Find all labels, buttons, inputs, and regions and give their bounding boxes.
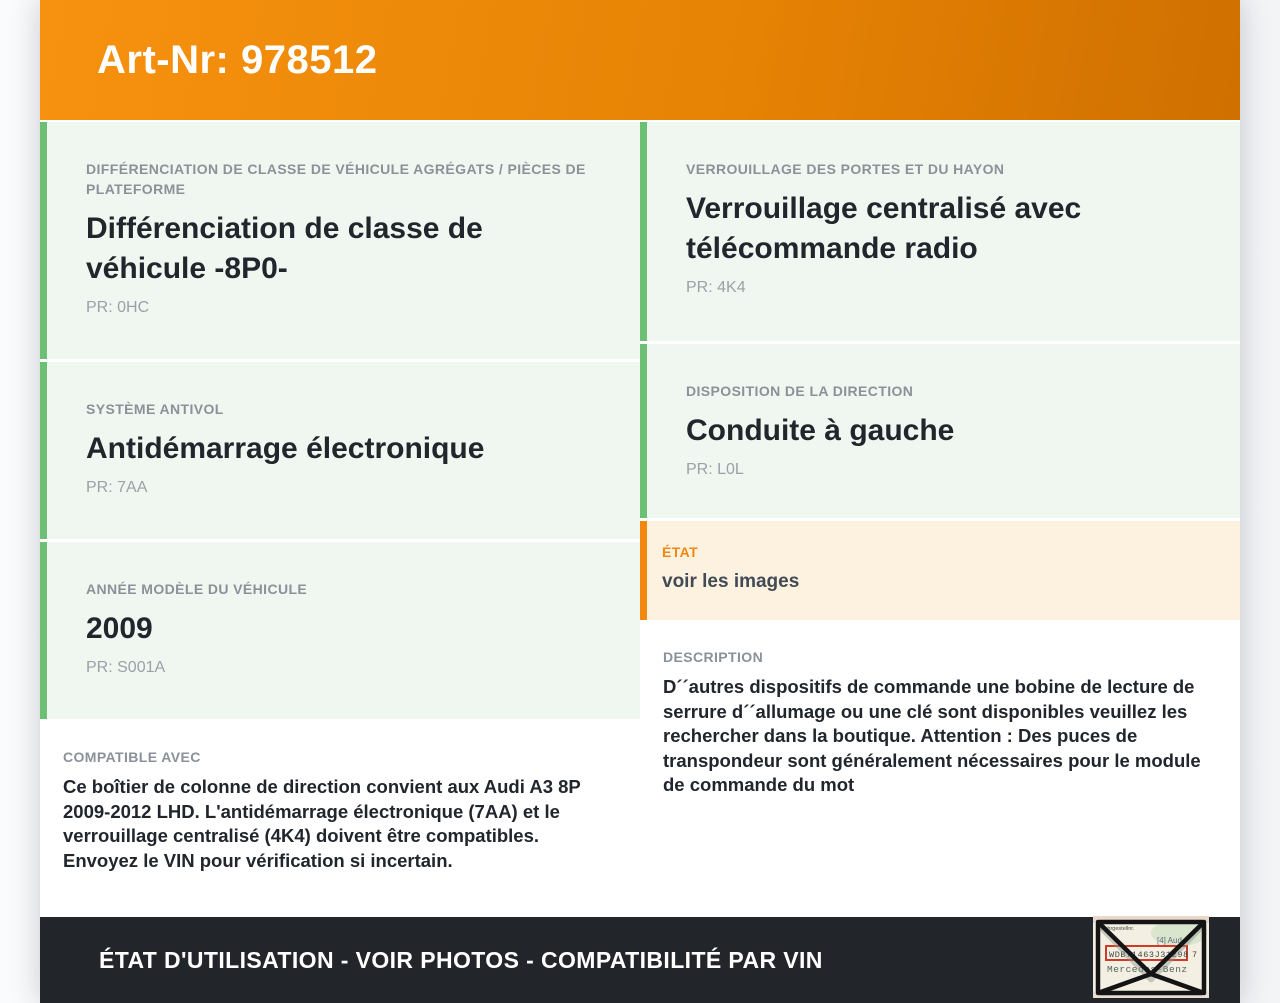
attributes-grid	[40, 122, 1240, 917]
card-title: Verrouillage centralisé avec télécommande radio	[686, 192, 1082, 265]
doc-label-text: Fahrgestellnr.	[1101, 926, 1135, 932]
card-title: 2009	[86, 612, 153, 645]
card-label: ÉTAT	[662, 544, 699, 560]
card-label: SYSTÈME ANTIVOL	[86, 401, 224, 417]
footer-banner	[40, 917, 1240, 1003]
card-pr-code: PR: 4K4	[686, 279, 746, 296]
article-number-title: Art-Nr: 978512	[97, 37, 378, 82]
card-label: DISPOSITION DE LA DIRECTION	[686, 383, 914, 399]
card-title: Conduite à gauche	[686, 414, 955, 447]
card-label: ANNÉE MODÈLE DU VÉHICULE	[86, 581, 308, 597]
card-title: Antidémarrage électronique	[86, 432, 485, 465]
listing-header	[40, 0, 1240, 120]
card-pr-code: PR: L0L	[686, 461, 744, 478]
card-title: voir les images	[662, 571, 800, 592]
column-right	[640, 122, 1240, 917]
card-right-2	[640, 344, 1240, 518]
registration-document-image	[1093, 916, 1209, 998]
card-pr-code: PR: 7AA	[86, 479, 148, 496]
card-pr-code: PR: 0HC	[86, 299, 150, 316]
listing-container	[40, 0, 1240, 1003]
card-label: DESCRIPTION	[663, 649, 764, 665]
card-label: COMPATIBLE AVEC	[63, 749, 201, 765]
doc-ref-text: [4] Aud	[1157, 936, 1182, 945]
card-left-3	[40, 542, 640, 719]
card-left-1	[40, 122, 640, 359]
card-body-text: D´´autres dispositifs de commande une bobine de lecture de serrure d´´allumage ou une clé sont disponibles veuillez les rechercher dans la boutique. Attention : Des puces de transpondeur sont généralement nécessaires pour le module de commande du mot	[663, 676, 1201, 795]
card-left-2	[40, 362, 640, 539]
brand-text: Mercedes-Benz	[1107, 964, 1188, 975]
card-label: VERROUILLAGE DES PORTES ET DU HAYON	[686, 161, 1005, 177]
card-left-4	[40, 725, 640, 910]
column-left	[40, 122, 640, 917]
card-title: Différenciation de classe de véhicule -8P0-	[86, 212, 483, 285]
card-label: DIFFÉRENCIATION DE CLASSE DE VÉHICULE AGRÉGATS / PIÈCES DE PLATEFORME	[86, 161, 586, 197]
vin-suffix-text: 7	[1192, 950, 1198, 960]
card-right-4	[640, 625, 1240, 917]
card-right-1	[640, 122, 1240, 341]
footer-banner-text: ÉTAT D'UTILISATION - VOIR PHOTOS - COMPATIBILITÉ PAR VIN	[99, 946, 823, 973]
vin-text: WDB71463J31298	[1109, 950, 1189, 960]
card-right-3	[640, 521, 1240, 620]
card-body-text: Ce boîtier de colonne de direction convient aux Audi A3 8P 2009-2012 LHD. L'antidémarrage électronique (7AA) et le verrouillage centralisé (4K4) doivent être compatibles. Envoyez le VIN pour vérification si incertain.	[63, 776, 581, 871]
card-pr-code: PR: S001A	[86, 659, 166, 676]
